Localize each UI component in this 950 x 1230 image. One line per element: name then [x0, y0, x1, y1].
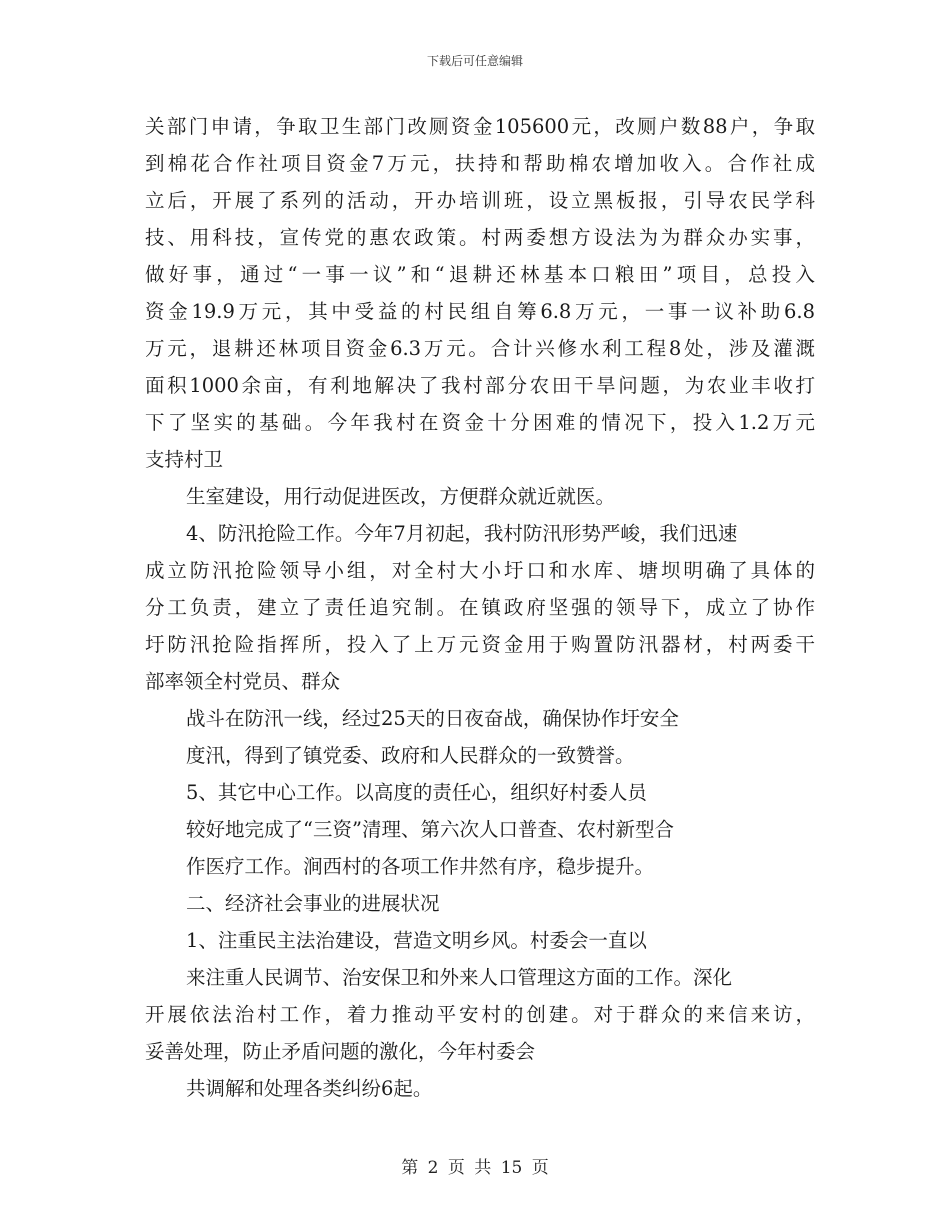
text-line: 共调解和处理各类纠纷6起。: [186, 1077, 433, 1100]
text-line: 开展依法治村工作，着力推动平安村的创建。对于群众的来信来访，: [145, 1003, 815, 1026]
text-line: 关部门申请，争取卫生部门改厕资金105600元，改厕户数88户，争取: [145, 115, 815, 138]
text-line: 万元，退耕还林项目资金6.3万元。合计兴修水利工程8处，涉及灌溉: [145, 337, 815, 360]
page-footer: 第 2 页 共 15 页: [401, 1158, 549, 1178]
text-line: 作医疗工作。涧西村的各项工作井然有序，稳步提升。: [186, 855, 655, 878]
page-header: 下载后可任意编辑: [426, 54, 523, 68]
text-line: 圩防汛抢险指挥所，投入了上万元资金用于购置防汛器材，村两委干: [145, 633, 815, 656]
text-line: 下了坚实的基础。今年我村在资金十分困难的情况下，投入1.2万元: [145, 411, 815, 434]
text-line: 面积1000余亩，有利地解决了我村部分农田干旱问题，为农业丰收打: [145, 374, 815, 397]
text-line: 5、其它中心工作。以高度的责任心，组织好村委人员: [186, 781, 647, 804]
text-line: 度汛，得到了镇党委、政府和人民群众的一致赞誉。: [186, 744, 635, 767]
text-line: 支持村卫: [145, 448, 224, 471]
text-line: 生室建设，用行动促进医改，方便群众就近就医。: [186, 485, 616, 508]
text-line: 1、注重民主法治建设，营造文明乡风。村委会一直以: [186, 929, 647, 952]
text-line: 4、防汛抢险工作。今年7月初起，我村防汛形势严峻，我们迅速: [186, 522, 738, 545]
text-line: 成立防汛抢险领导小组，对全村大小圩口和水库、塘坝明确了具体的: [145, 559, 815, 582]
text-line: 妥善处理，防止矛盾问题的激化，今年村委会: [145, 1040, 536, 1063]
text-line: 技、用科技，宣传党的惠农政策。村两委想方设法为为群众办实事，: [145, 226, 815, 249]
text-line: 部率领全村党员、群众: [145, 670, 341, 693]
text-line: 分工负责，建立了责任追究制。在镇政府坚强的领导下，成立了协作: [145, 596, 815, 619]
text-line: 来注重人民调节、治安保卫和外来人口管理这方面的工作。深化: [186, 966, 733, 989]
text-line: 立后，开展了系列的活动，开办培训班，设立黑板报，引导农民学科: [145, 189, 815, 212]
text-line: 到棉花合作社项目资金7万元，扶持和帮助棉农增加收入。合作社成: [145, 152, 815, 175]
text-line: 资金19.9万元，其中受益的村民组自筹6.8万元，一事一议补助6.8: [145, 300, 815, 323]
text-line: 较好地完成了“三资”清理、第六次人口普查、农村新型合: [186, 818, 674, 841]
document-body: [145, 108, 815, 1107]
text-line: 二、经济社会事业的进展状况: [186, 892, 440, 915]
text-line: 做好事，通过“一事一议”和“退耕还林基本口粮田”项目，总投入: [145, 263, 815, 286]
text-line: 战斗在防汛一线，经过25天的日夜奋战，确保协作圩安全: [186, 707, 679, 730]
